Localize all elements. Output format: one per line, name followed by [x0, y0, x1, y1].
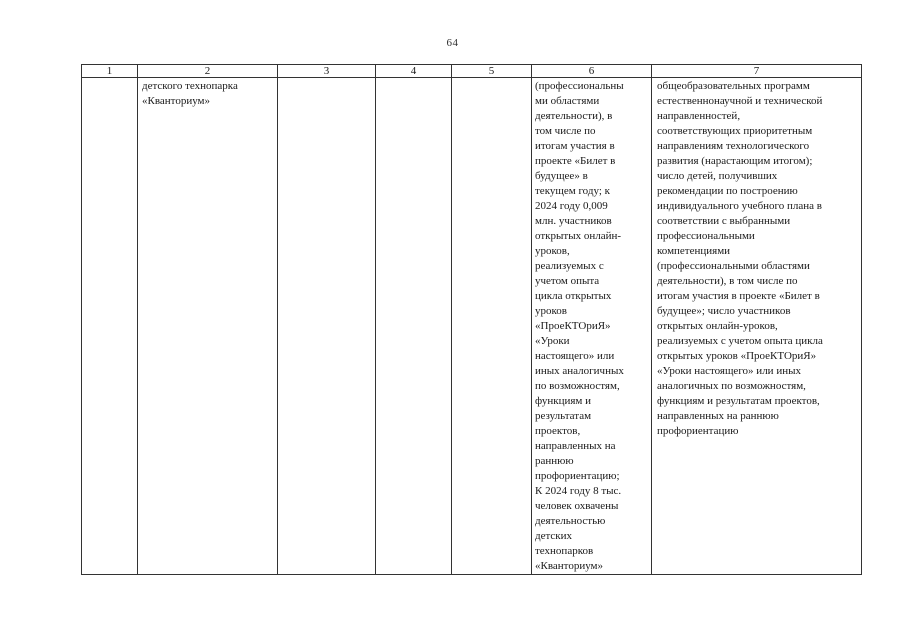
- document-table: [81, 64, 862, 575]
- table-cell-4: [376, 78, 452, 575]
- table-header: [82, 65, 862, 78]
- table-cell-6: (профессиональны ми областями деятельности), в том числе по итогам участия в проекте «Билет в будущее» в текущем году; к 2024 году 0,009 млн. участников открытых онлайн- уроков, реализуемых с учетом опыта цикла открытых уроков «ПроеКТОриЯ» «Уроки настоящего» или иных аналогичных по возможностям, функциям и результатам проектов, направленных на раннюю профориентацию; К 2024 году 8 тыс. человек охвачены деятельностью детских технопарков «Кванториум»: [532, 78, 652, 575]
- column-header-4: 4: [376, 65, 452, 78]
- column-header-1: 1: [82, 65, 138, 78]
- column-header-7: 7: [652, 65, 862, 78]
- column-header-2: 2: [138, 65, 278, 78]
- table-cell-5: [452, 78, 532, 575]
- column-header-3: 3: [278, 65, 376, 78]
- table-row: [82, 78, 862, 575]
- column-header-5: 5: [452, 65, 532, 78]
- column-header-6: 6: [532, 65, 652, 78]
- table-cell-7: общеобразовательных программ естественнонаучной и технической направленностей, соответствующих приоритетным направлениям технологического развития (нарастающим итогом); число детей, получивших рекомендации по построению индивидуального учебного плана в соответствии с выбранными профессиональными компетенциями (профессиональными областями деятельности), в том числе по итогам участия в проекте «Билет в будущее»; число участников открытых онлайн-уроков, реализуемых с учетом опыта цикла открытых уроков «ПроеКТОриЯ» «Уроки настоящего» или иных аналогичных по возможностям, функциям и результатам проектов, направленных на раннюю профориентацию: [652, 78, 862, 575]
- table-cell-1: [82, 78, 138, 575]
- table-cell-3: [278, 78, 376, 575]
- table-body: [82, 78, 862, 575]
- table-cell-2: детского технопарка «Кванториум»: [138, 78, 278, 575]
- header-row: [82, 65, 862, 78]
- page-number: 64: [446, 37, 459, 49]
